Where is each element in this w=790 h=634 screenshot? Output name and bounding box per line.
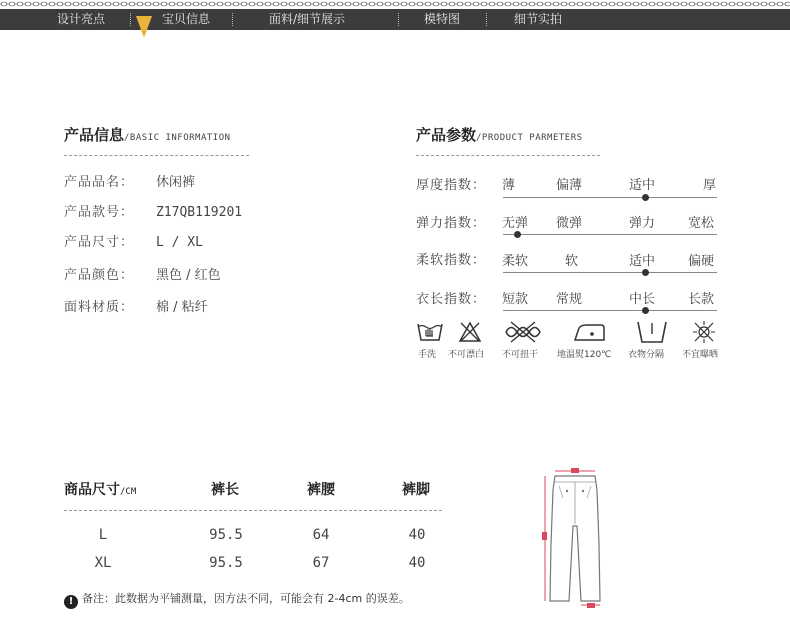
param-option: 适中 <box>629 254 656 269</box>
info-row-style-number <box>64 201 242 220</box>
param-option: 偏硬 <box>688 254 715 269</box>
param-indicator-softness <box>642 269 649 276</box>
param-option: 软 <box>565 254 579 269</box>
warning-icon: ! <box>64 595 78 609</box>
param-label-thickness: 厚度指数： <box>416 178 487 193</box>
size-col-pants-length: 裤长 <box>211 482 239 498</box>
param-label-elasticity: 弹力指数： <box>416 216 487 231</box>
heading-divider <box>64 155 249 156</box>
no-bleach-icon <box>458 320 482 344</box>
nav-item-fabric-details[interactable]: 面料/细节展示 <box>269 12 346 26</box>
care-label-no-bleach: 不可漂白 <box>448 350 485 360</box>
param-option: 无弹 <box>502 216 529 231</box>
measurement-note <box>64 590 410 609</box>
size-cell: 40 <box>408 527 426 543</box>
size-table-title <box>64 479 136 499</box>
size-cell: 40 <box>408 555 426 571</box>
size-cell: 67 <box>312 555 330 571</box>
iron-low-icon <box>573 320 607 344</box>
care-label-iron: 地温熨120℃ <box>557 350 612 360</box>
info-label: 产品款号： <box>64 205 135 220</box>
basic-info-subtitle: /BASIC INFORMATION <box>124 133 231 143</box>
param-indicator-elasticity <box>514 231 521 238</box>
measurement-note-text: 备注：此数据为平铺测量，因方法不同，可能会有 2-4cm 的误差。 <box>82 592 410 605</box>
care-label-no-sun: 不宜曝晒 <box>682 350 719 360</box>
param-option: 常规 <box>556 292 583 307</box>
params-title: 产品参数 <box>416 126 477 144</box>
nav-item-design-highlights[interactable]: 设计亮点 <box>57 12 106 26</box>
size-col-hem: 裤脚 <box>402 482 430 498</box>
hand-wash-icon <box>417 320 443 344</box>
waist-mark <box>571 468 579 473</box>
info-row-size <box>64 231 203 250</box>
nav-item-product-info[interactable]: 宝贝信息 <box>162 12 211 26</box>
basic-info-heading <box>64 124 231 145</box>
info-value: 休闲裤 <box>156 175 196 190</box>
table-divider <box>64 510 442 511</box>
param-indicator-length <box>642 307 649 314</box>
size-cell: 95.5 <box>209 527 243 543</box>
param-option: 宽松 <box>688 216 715 231</box>
care-label-hand-wash: 手洗 <box>418 350 437 360</box>
param-indicator-thickness <box>642 194 649 201</box>
size-cell: 64 <box>312 527 330 543</box>
size-table-title-text: 商品尺寸 <box>64 482 120 498</box>
param-option: 短款 <box>502 292 529 307</box>
param-scale-line <box>503 272 717 273</box>
top-nav-bar <box>0 9 790 30</box>
nav-item-detail-photos[interactable]: 细节实拍 <box>514 12 563 26</box>
param-option: 微弹 <box>556 216 583 231</box>
info-row-name <box>64 171 195 190</box>
size-col-waist: 裤腰 <box>307 482 335 498</box>
info-value: 黑色 / 红色 <box>156 268 221 283</box>
params-subtitle: /PRODUCT PARMETERS <box>476 133 583 143</box>
info-value: 棉 / 粘纤 <box>156 300 208 315</box>
param-option: 厚 <box>703 178 717 193</box>
size-cell: 95.5 <box>209 555 243 571</box>
info-label: 产品品名： <box>64 175 135 190</box>
param-option: 柔软 <box>502 254 529 269</box>
info-value: Z17QB119201 <box>156 205 243 220</box>
no-wring-icon <box>503 320 543 344</box>
param-label-length: 衣长指数： <box>416 292 487 307</box>
param-option: 长款 <box>688 292 715 307</box>
size-row-label: XL <box>94 555 112 571</box>
care-label-no-wring: 不可扭干 <box>502 350 539 360</box>
info-label: 面料材质： <box>64 300 135 315</box>
param-scale-line <box>503 234 717 235</box>
param-label-softness: 柔软指数： <box>416 253 487 268</box>
size-row-label: L <box>98 527 108 543</box>
nav-separator <box>130 13 131 26</box>
active-nav-arrow-icon <box>136 16 152 38</box>
nav-item-model-photos[interactable]: 模特图 <box>424 12 461 26</box>
param-option: 偏薄 <box>556 178 583 193</box>
info-value: L / XL <box>156 235 203 250</box>
heading-divider <box>416 155 600 156</box>
nav-separator <box>232 13 233 26</box>
nav-separator <box>398 13 399 26</box>
care-label-wash-separately: 衣物分隔 <box>628 350 665 360</box>
size-table-unit: /CM <box>120 487 137 497</box>
pants-measurement-diagram <box>537 464 617 610</box>
no-sun-dry-icon <box>692 320 716 344</box>
decorative-chain-border <box>0 0 790 9</box>
nav-separator <box>486 13 487 26</box>
info-label: 产品颜色： <box>64 268 135 283</box>
param-option: 中长 <box>629 292 656 307</box>
info-row-color <box>64 264 221 283</box>
info-label: 产品尺寸： <box>64 235 135 250</box>
length-mark <box>542 532 547 540</box>
param-scale-line <box>503 310 717 311</box>
basic-info-title: 产品信息 <box>64 126 125 144</box>
param-option: 适中 <box>629 178 656 193</box>
info-row-material <box>64 296 208 315</box>
hem-mark <box>587 603 595 608</box>
param-scale-line <box>503 197 717 198</box>
wash-separately-icon <box>636 320 668 344</box>
param-option: 弹力 <box>629 216 656 231</box>
param-option: 薄 <box>502 178 516 193</box>
params-heading <box>416 124 583 145</box>
